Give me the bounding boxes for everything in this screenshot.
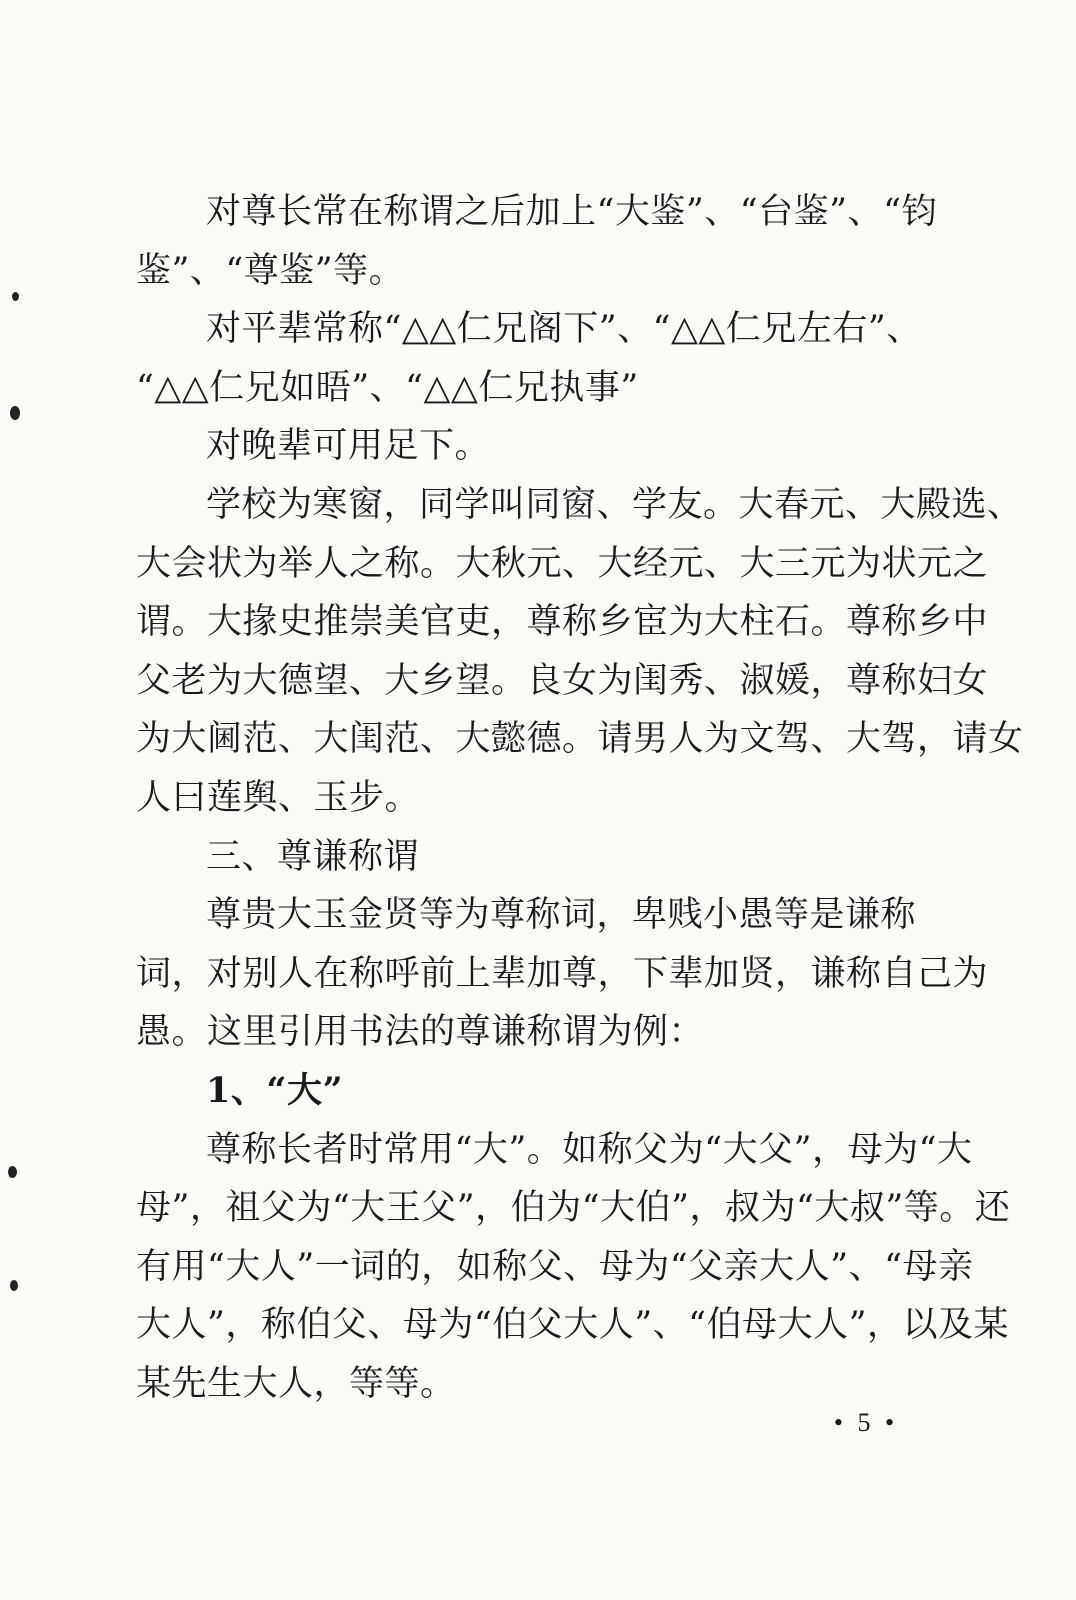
text-line: 大人”，称伯父、母为“伯父大人”、“伯母大人”，以及某 [136, 1305, 1009, 1346]
text-line: “△△仁兄如晤”、“△△仁兄执事” [136, 367, 639, 408]
text-line: 大会状为举人之称。大秋元、大经元、大三元为状元之 [136, 543, 989, 584]
text-line: 尊贵大玉金贤等为尊称词，卑贱小愚等是谦称 [206, 895, 917, 936]
text-line: 谓。大掾史推崇美官吏，尊称乡宦为大柱石。尊称乡中 [136, 602, 989, 643]
text-line: 母”，祖父为“大王父”，伯为“大伯”，叔为“大叔”等。还 [136, 1188, 1011, 1229]
subsection-heading: 1、“大” [206, 1069, 344, 1111]
scan-speck [10, 406, 20, 420]
text-line: 某先生大人，等等。 [136, 1363, 456, 1404]
text-line: 词，对别人在称呼前上辈加尊，下辈加贤，谦称自己为 [136, 953, 989, 994]
text-line: 对平辈常称“△△仁兄阁下”、“△△仁兄左右”、 [206, 309, 922, 350]
text-line: 愚。这里引用书法的尊谦称谓为例： [136, 1012, 705, 1053]
text-line: 鉴”、“尊鉴”等。 [136, 250, 405, 291]
page-number: • 5 • [833, 1408, 899, 1437]
scan-speck [12, 292, 19, 301]
body-text [136, 183, 1024, 1413]
text-line: 有用“大人”一词的，如称父、母为“父亲大人”、“母亲 [136, 1246, 974, 1287]
text-line: 对尊长常在称谓之后加上“大鉴”、“台鉴”、“钧 [206, 192, 937, 232]
text-line: 为大阃范、大闺范、大懿德。请男人为文驾、大驾，请女 [136, 719, 1024, 760]
scan-speck [8, 1166, 17, 1178]
text-line: 学校为寒窗，同学叫同窗、学友。大春元、大殿选、 [206, 484, 1023, 525]
text-line: 父老为大德望、大乡望。良女为闺秀、淑媛，尊称妇女 [136, 660, 989, 701]
section-heading: 三、尊谦称谓 [206, 836, 420, 877]
text-line: 尊称长者时常用“大”。如称父为“大父”，母为“大 [206, 1129, 973, 1170]
text-line: 对晚辈可用足下。 [206, 426, 491, 467]
text-line: 人曰莲舆、玉步。 [136, 777, 421, 818]
scan-speck [10, 1280, 18, 1291]
